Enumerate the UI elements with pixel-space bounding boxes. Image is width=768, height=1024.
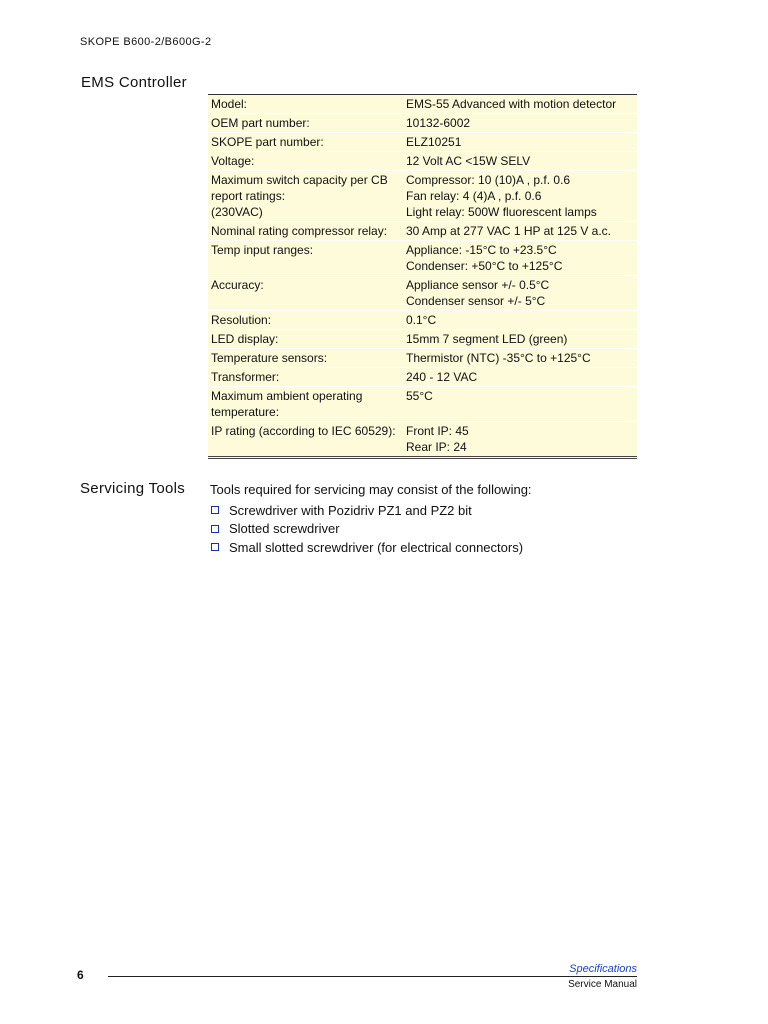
spec-value xyxy=(406,115,637,131)
footer-manual-title: Service Manual xyxy=(568,979,637,990)
spec-label xyxy=(208,312,406,328)
spec-label-line: Temp input ranges: xyxy=(211,243,314,257)
spec-label xyxy=(208,369,406,385)
spec-label-line: Nominal rating compressor relay: xyxy=(211,224,388,238)
spec-value-line: Fan relay: 4 (4)A , p.f. 0.6 xyxy=(406,189,542,203)
spec-label xyxy=(208,153,406,169)
spec-label-line: Transformer: xyxy=(211,370,280,384)
spec-label xyxy=(208,96,406,112)
servicing-tools-intro: Tools required for servicing may consist of the following: xyxy=(210,482,532,497)
table-row xyxy=(208,367,637,386)
spec-value-line: 12 Volt AC <15W SELV xyxy=(406,154,531,168)
spec-label xyxy=(208,115,406,131)
spec-value xyxy=(406,312,637,328)
table-row xyxy=(208,421,637,456)
spec-value xyxy=(406,153,637,169)
spec-label xyxy=(208,223,406,239)
servicing-tools-list xyxy=(210,501,523,557)
spec-value-line: Compressor: 10 (10)A , p.f. 0.6 xyxy=(406,173,571,187)
spec-value xyxy=(406,369,637,385)
ems-controller-heading: EMS Controller xyxy=(81,74,187,91)
spec-value-line: Rear IP: 24 xyxy=(406,440,467,454)
spec-value-line: Condenser: +50°C to +125°C xyxy=(406,259,563,273)
document-header: SKOPE B600-2/B600G-2 xyxy=(80,36,212,48)
spec-label-line: Accuracy: xyxy=(211,278,264,292)
table-row xyxy=(208,151,637,170)
spec-value-line: 30 Amp at 277 VAC 1 HP at 125 V a.c. xyxy=(406,224,612,238)
spec-value xyxy=(406,423,637,455)
list-item xyxy=(210,538,523,557)
spec-value xyxy=(406,134,637,150)
table-row xyxy=(208,240,637,275)
list-item xyxy=(210,520,523,539)
table-row xyxy=(208,170,637,221)
spec-value-line: 55°C xyxy=(406,389,433,403)
spec-value-line: Appliance sensor +/- 0.5°C xyxy=(406,278,550,292)
spec-value xyxy=(406,242,637,274)
tool-item-label: Small slotted screwdriver (for electrical connectors) xyxy=(229,539,524,555)
spec-label xyxy=(208,134,406,150)
spec-value xyxy=(406,331,637,347)
spec-label-line: IP rating (according to IEC 60529): xyxy=(211,424,396,438)
table-row xyxy=(208,95,637,113)
footer-divider xyxy=(108,976,637,977)
spec-label-line: Maximum ambient operating temperature: xyxy=(211,389,363,419)
tool-item-label: Screwdriver with Pozidriv PZ1 and PZ2 bit xyxy=(229,502,472,518)
table-row xyxy=(208,329,637,348)
spec-value-line: 10132-6002 xyxy=(406,116,471,130)
spec-label xyxy=(208,331,406,347)
tool-item-label: Slotted screwdriver xyxy=(229,521,340,537)
spec-value xyxy=(406,223,637,239)
spec-value-line: 0.1°C xyxy=(406,313,437,327)
spec-value-line: 240 - 12 VAC xyxy=(406,370,478,384)
table-row xyxy=(208,310,637,329)
spec-value xyxy=(406,277,637,309)
spec-label xyxy=(208,388,406,420)
spec-value-line: Condenser sensor +/- 5°C xyxy=(406,294,546,308)
spec-label xyxy=(208,277,406,309)
table-row xyxy=(208,132,637,151)
table-row xyxy=(208,348,637,367)
spec-value xyxy=(406,388,637,420)
spec-value xyxy=(406,96,637,112)
spec-label xyxy=(208,350,406,366)
spec-label xyxy=(208,242,406,274)
spec-label-line: Maximum switch capacity per CB report ratings: xyxy=(211,173,388,203)
spec-value-line: Light relay: 500W fluorescent lamps xyxy=(406,205,597,219)
spec-label-line: OEM part number: xyxy=(211,116,310,130)
spec-label xyxy=(208,423,406,455)
spec-value-line: Front IP: 45 xyxy=(406,424,469,438)
spec-label-line: Resolution: xyxy=(211,313,272,327)
spec-value xyxy=(406,350,637,366)
square-bullet-icon xyxy=(211,506,219,514)
spec-value-line: Thermistor (NTC) -35°C to +125°C xyxy=(406,351,591,365)
spec-label-line: LED display: xyxy=(211,332,279,346)
spec-value-line: Appliance: -15°C to +23.5°C xyxy=(406,243,557,257)
spec-value-line: ELZ10251 xyxy=(406,135,462,149)
spec-label-line: Model: xyxy=(211,97,248,111)
footer-section-link[interactable]: Specifications xyxy=(569,963,637,975)
spec-label-line: SKOPE part number: xyxy=(211,135,324,149)
spec-value-line: 15mm 7 segment LED (green) xyxy=(406,332,568,346)
square-bullet-icon xyxy=(211,525,219,533)
page-number: 6 xyxy=(77,968,84,982)
servicing-tools-heading: Servicing Tools xyxy=(80,480,186,497)
table-row xyxy=(208,221,637,240)
table-row xyxy=(208,386,637,421)
list-item xyxy=(210,501,523,520)
table-row xyxy=(208,275,637,310)
spec-label-line: Temperature sensors: xyxy=(211,351,328,365)
spec-label-line: Voltage: xyxy=(211,154,255,168)
table-row xyxy=(208,113,637,132)
square-bullet-icon xyxy=(211,543,219,551)
spec-value xyxy=(406,172,637,220)
spec-label xyxy=(208,172,406,220)
spec-label-line: (230VAC) xyxy=(211,205,263,219)
spec-value-line: EMS-55 Advanced with motion detector xyxy=(406,97,617,111)
ems-spec-table xyxy=(208,94,637,459)
